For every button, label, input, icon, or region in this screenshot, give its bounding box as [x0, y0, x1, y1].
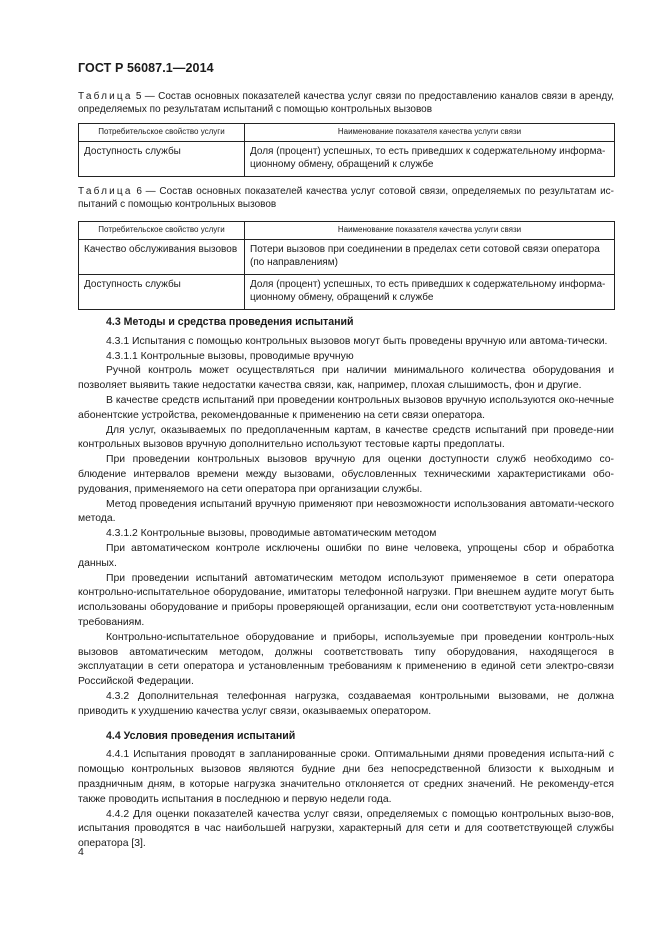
column-header-indicator: Наименование показателя качества услуги связи — [245, 124, 615, 142]
table-6-caption-text: 6 — Состав основных показателей качества услуг сотовой связи, определяемых по результатам ис-пытаний с помощью контрольных вызовов — [78, 186, 614, 210]
table-row — [79, 142, 615, 177]
subsection-title: 4.3.1.2 Контрольные вызовы, проводимые автоматическим методом — [106, 528, 437, 540]
paragraph: При проведении контрольных вызовов вручную для оценки доступности служб необходимо со-блюдение интервалов времени между вызовами, обусловленных техническими характеристиками обо-рудования, применяемого на сети оператора при организации службы. — [78, 454, 614, 495]
column-header-property: Потребительское свойство услуги — [79, 124, 245, 142]
paragraph: Метод проведения испытаний вручную применяют при невозможности использования автомати-ческого метода. — [78, 498, 614, 525]
table-row — [79, 240, 615, 275]
table-header-row — [79, 124, 615, 142]
column-header-indicator: Наименование показателя качества услуги связи — [245, 222, 615, 240]
section-heading-4-4: 4.4 Условия проведения испытаний — [106, 729, 296, 742]
paragraph: Ручной контроль может осуществляться при наличии минимального количества оборудования и позволяет выявить такие недостатки качества связи, как, например, плохая слышимость, фон и другие. — [78, 365, 614, 392]
table-header-row — [79, 222, 615, 240]
body-text — [78, 315, 614, 852]
table-6-caption — [78, 186, 614, 211]
page-number: 4 — [78, 846, 84, 858]
table-cell-property: Качество обслуживания вызовов — [79, 240, 245, 275]
column-header-property: Потребительское свойство услуги — [79, 222, 245, 240]
paragraph: При автоматическом контроле исключены ошибки по вине человека, упрощены сбор и обработка данных. — [78, 542, 614, 569]
table-5-caption-text: 5 — Состав основных показателей качества услуг связи по предоставлению каналов связи в аренду, определяемых по результатам испытаний с помощью контрольных вызовов — [78, 91, 614, 115]
paragraph: При проведении испытаний автоматическим методом используют применяемое в сети оператора контрольно-испытательное оборудование, имитаторы телефонной нагрузки. При внешнем аудите могут быть использованы оборудование и приборы проверяющей организации, если они соответствуют уста-новленным требованиям. — [78, 572, 614, 628]
table-cell-indicator: Доля (процент) успешных, то есть приведших к содержательному информа-ционному обмену, обращений к службе — [245, 275, 615, 310]
paragraph: 4.3.2 Дополнительная телефонная нагрузка, создаваемая контрольными вызовами, не должна приводить к ухудшению качества услуг связи, оказываемых оператором. — [78, 690, 614, 717]
section-heading-4-3: 4.3 Методы и средства проведения испытаний — [106, 316, 354, 328]
table-cell-property: Доступность службы — [79, 142, 245, 177]
table-cell-indicator: Доля (процент) успешных, то есть приведших к содержательному информа-ционному обмену, обращений к службе — [245, 142, 615, 177]
table-row — [79, 275, 615, 310]
paragraph: Для услуг, оказываемых по предоплаченным картам, в качестве средств испытаний при проведе-нии контрольных вызовов вручную дополнительно используют тестовые карты предоплаты. — [78, 424, 614, 451]
table-6-label: Таблица — [78, 186, 133, 197]
paragraph: 4.4.2 Для оценки показателей качества услуг связи, определяемых с помощью контрольных вызо-вов, испытания проводятся в час наибольшей нагрузки, характерный для сети и для соответствующей службы оператора [3]. — [78, 808, 614, 850]
paragraph: Контрольно-испытательное оборудование и приборы, используемые при проведении контроль-ных вызовов автоматическим методом, должны соответствовать типу оборудования, находящегося в эксплуатации в сети оператора и установленным требованиям к применению в единой сети электро-связи Российской Федерации. — [78, 631, 614, 688]
table-5-label: Таблица — [78, 91, 133, 102]
table-cell-property: Доступность службы — [79, 275, 245, 310]
table-5-caption — [78, 91, 614, 116]
document-header: ГОСТ Р 56087.1—2014 — [78, 61, 214, 75]
table-cell-indicator: Потери вызовов при соединении в пределах сети сотовой связи оператора (по направлениям) — [245, 240, 615, 275]
paragraph: В качестве средств испытаний при проведении контрольных вызовов вручную используются око-нечные абонентские устройства, рекомендованные к применению на сети связи оператора. — [78, 394, 614, 421]
paragraph: 4.3.1 Испытания с помощью контрольных вызовов могут быть проведены вручную или автома-тически. — [106, 335, 608, 347]
paragraph: 4.4.1 Испытания проводят в запланированные сроки. Оптимальными днями проведения испыта-ний с помощью контрольных вызовов являются будние дни без непосредственной близости к выходным и праздничным дням, в которые нагрузка значительно отклоняется от средних значений. Не рекоменду-ется также проводить испытания в последнюю и первую недели года. — [78, 749, 614, 805]
table-5 — [78, 123, 615, 177]
subsection-title: 4.3.1.1 Контрольные вызовы, проводимые вручную — [106, 350, 354, 362]
table-6 — [78, 221, 615, 310]
